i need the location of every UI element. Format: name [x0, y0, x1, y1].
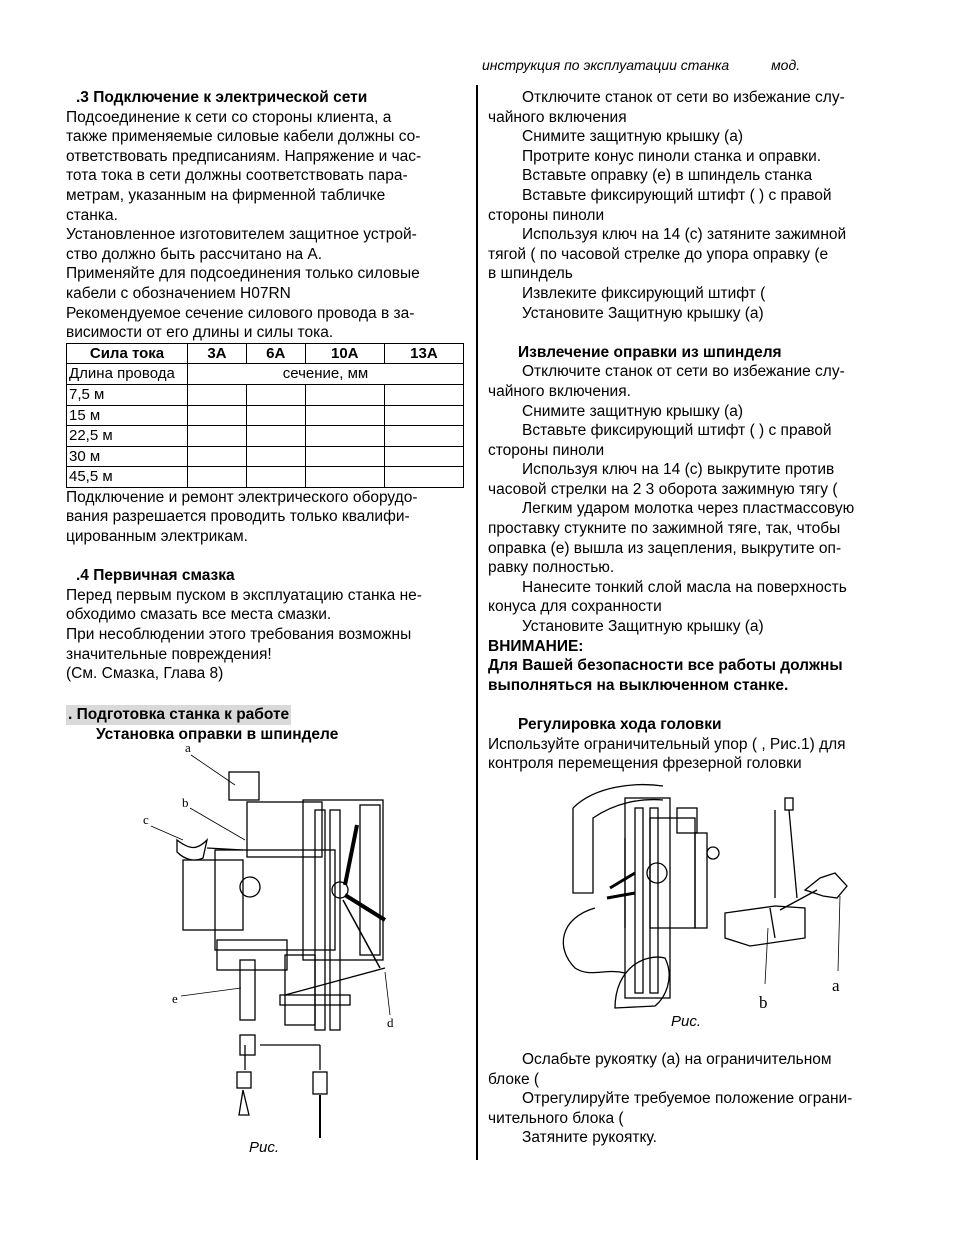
- table-cell-empty: [305, 426, 384, 447]
- table-header-row: [67, 343, 464, 364]
- step-line: Используя ключ на 14 (с) выкрутите против: [522, 461, 835, 479]
- table-cell: 22,5 м: [67, 426, 188, 447]
- text-line: значительные повреждения!: [66, 645, 272, 663]
- text-line: ство должно быть рассчитано на А.: [66, 245, 323, 263]
- step-line: Протрите конус пиноли станка и оправки.: [522, 147, 822, 165]
- text-line: тота тока в сети должны соответствовать пара-: [66, 167, 408, 185]
- text-line: Подключение и ремонт электрического оборудо-: [66, 488, 418, 506]
- column-divider: [476, 85, 478, 1160]
- table-header: 3А: [188, 343, 247, 364]
- warning-line: выполняться на выключенном станке.: [488, 676, 789, 694]
- step-line: Отключите станок от сети во избежание слу-: [522, 89, 845, 106]
- install-steps: [488, 88, 898, 323]
- section-3-text: [66, 108, 466, 343]
- table-cell-empty: [384, 384, 463, 405]
- warning-title: ВНИМАНИЕ:: [488, 637, 584, 655]
- figure-caption: Рис.: [671, 1013, 702, 1030]
- text-line: цированным электрикам.: [66, 528, 248, 546]
- extract-steps: [488, 362, 898, 636]
- table-cell-empty: [188, 405, 247, 426]
- right-column: [488, 88, 898, 774]
- table-header: 13А: [384, 343, 463, 364]
- table-subheader-row: [67, 364, 464, 385]
- label-e: e: [172, 991, 178, 1006]
- final-steps: [488, 1050, 898, 1148]
- step-line: блоке (: [488, 1070, 540, 1088]
- text-line: (См. Смазка, Глава 8): [66, 665, 224, 683]
- text-line: также применяемые силовые кабели должны со-: [66, 128, 421, 146]
- step-line: Вставьте фиксирующий штифт ( ) с правой: [522, 186, 832, 204]
- step-line: стороны пиноли: [488, 206, 605, 224]
- step-line: стороны пиноли: [488, 441, 605, 459]
- table-cell: 45,5 м: [67, 467, 188, 488]
- step-line: чайного включения: [488, 108, 627, 126]
- section-4-text: [66, 586, 466, 684]
- table-cell-empty: [384, 426, 463, 447]
- text-line: кабели с обозначением H07RN: [66, 284, 291, 302]
- after-table-text: [66, 488, 466, 547]
- text-line: Применяйте для подсоединения только силовые: [66, 265, 420, 283]
- step-line: Установите Защитную крышку (а): [522, 618, 764, 636]
- figure-caption: Рис.: [249, 1139, 280, 1156]
- table-cell-empty: [246, 446, 305, 467]
- stroke-title: Регулировка хода головки: [518, 716, 722, 733]
- text-line: Подсоединение к сети со стороны клиента, а: [66, 108, 392, 126]
- table-cell: Длина провода: [67, 364, 188, 385]
- step-line: Вставьте фиксирующий штифт ( ) с правой: [522, 422, 832, 440]
- spindle-figure: [135, 740, 435, 1160]
- step-line: равку полностью.: [488, 559, 615, 577]
- step-line: Снимите защитную крышку (а): [522, 128, 743, 146]
- text-line: висимости от его длины и силы тока.: [66, 324, 334, 342]
- step-line: тягой ( по часовой стрелке до упора оправку (е: [488, 245, 829, 263]
- table-cell: сечение, мм: [188, 364, 464, 385]
- model-label: мод.: [771, 57, 801, 73]
- table-cell-empty: [246, 405, 305, 426]
- text-line: Установленное изготовителем защитное устрой-: [66, 226, 417, 244]
- section-3-title: .3 Подключение к электрической сети: [76, 89, 368, 106]
- doc-title: инструкция по эксплуатации станка: [482, 57, 730, 73]
- label-a: a: [185, 740, 191, 755]
- step-line: Снимите защитную крышку (а): [522, 402, 743, 420]
- table-cell: 30 м: [67, 446, 188, 467]
- label-a: a: [832, 976, 840, 995]
- table-cell-empty: [305, 384, 384, 405]
- page-header: [482, 57, 800, 73]
- table-cell-empty: [246, 467, 305, 488]
- section-4-title: .4 Первичная смазка: [76, 567, 235, 585]
- text-line: Рекомендуемое сечение силового провода в за-: [66, 304, 415, 322]
- label-b: b: [182, 795, 189, 810]
- step-line: Ослабьте рукоятку (а) на ограничительном: [522, 1051, 832, 1068]
- table-cell-empty: [305, 467, 384, 488]
- table-cell-empty: [384, 446, 463, 467]
- table-cell-empty: [305, 446, 384, 467]
- extract-title: Извлечение оправки из шпинделя: [518, 343, 782, 361]
- cable-table: [66, 343, 464, 488]
- table-row: [67, 384, 464, 405]
- step-line: конуса для сохранности: [488, 598, 662, 616]
- table-header: Сила тока: [67, 343, 188, 364]
- table-cell-empty: [246, 384, 305, 405]
- step-line: чайного включения.: [488, 382, 631, 400]
- table-cell-empty: [246, 426, 305, 447]
- step-line: Установите Защитную крышку (а): [522, 304, 764, 322]
- step-line: часовой стрелки на 2 3 оборота зажимную тягу (: [488, 480, 838, 498]
- table-cell-empty: [384, 467, 463, 488]
- table-cell-empty: [384, 405, 463, 426]
- table-cell-empty: [188, 467, 247, 488]
- head-stroke-figure: [535, 778, 875, 1018]
- warning-line: Для Вашей безопасности все работы должны: [488, 657, 843, 675]
- section-5-subtitle: Установка оправки в шпинделе: [96, 726, 339, 743]
- label-d: d: [387, 1015, 394, 1030]
- step-line: Отключите станок от сети во избежание слу-: [522, 363, 845, 381]
- table-header: 10А: [305, 343, 384, 364]
- text-line: обходимо смазать все места смазки.: [66, 606, 332, 624]
- table-row: [67, 467, 464, 488]
- table-cell-empty: [188, 426, 247, 447]
- step-line: Отрегулируйте требуемое положение ограни-: [522, 1090, 853, 1108]
- step-line: Извлеките фиксирующий штифт (: [522, 284, 766, 302]
- stroke-line: контроля перемещения фрезерной головки: [488, 755, 802, 773]
- left-column: [66, 88, 466, 745]
- step-line: проставку стукните по зажимной тяге, так, чтобы: [488, 520, 841, 538]
- label-c: c: [143, 812, 149, 827]
- text-line: ответствовать предписаниям. Напряжение и час-: [66, 147, 422, 165]
- table-cell: 7,5 м: [67, 384, 188, 405]
- step-line: Затяните рукоятку.: [522, 1129, 657, 1147]
- section-5-title: . Подготовка станка к работе: [68, 706, 290, 724]
- table-row: [67, 426, 464, 447]
- step-line: чительного блока (: [488, 1109, 624, 1127]
- text-line: станка.: [66, 206, 118, 224]
- text-line: метрам, указанным на фирменной табличке: [66, 186, 386, 204]
- table-cell-empty: [188, 446, 247, 467]
- table-row: [67, 405, 464, 426]
- step-line: Вставьте оправку (е) в шпиндель станка: [522, 167, 813, 185]
- text-line: При несоблюдении этого требования возможны: [66, 626, 412, 644]
- step-line: в шпиндель: [488, 265, 573, 283]
- stroke-line: Используйте ограничительный упор ( , Рис.1) для: [488, 735, 846, 753]
- table-cell: 15 м: [67, 405, 188, 426]
- table-cell-empty: [188, 384, 247, 405]
- label-b: b: [759, 993, 768, 1012]
- table-header: 6А: [246, 343, 305, 364]
- table-cell-empty: [305, 405, 384, 426]
- text-line: вания разрешается проводить только квалифи-: [66, 508, 410, 526]
- step-line: Используя ключ на 14 (с) затяните зажимной: [522, 226, 847, 244]
- table-row: [67, 446, 464, 467]
- step-line: оправка (е) вышла из зацепления, выкрутите оп-: [488, 539, 842, 557]
- step-line: Легким ударом молотка через пластмассовую: [522, 500, 855, 518]
- text-line: Перед первым пуском в эксплуатацию станка не-: [66, 586, 422, 604]
- step-line: Нанесите тонкий слой масла на поверхность: [522, 578, 847, 596]
